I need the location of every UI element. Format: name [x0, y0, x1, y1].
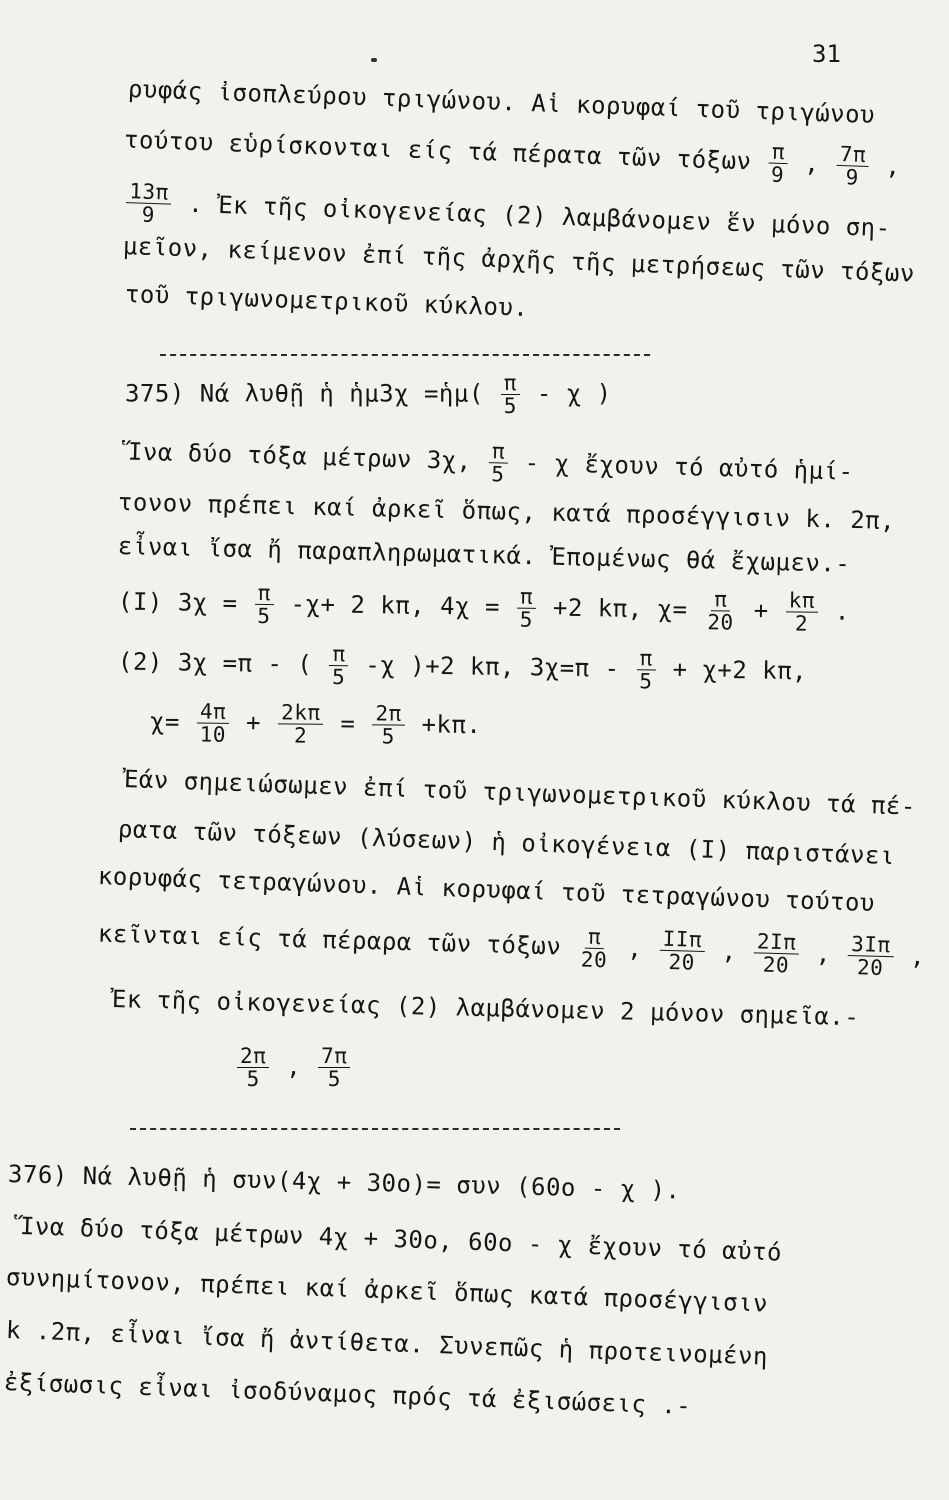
numerator: π [768, 141, 788, 165]
numerator: π [517, 586, 536, 609]
text-span: - χ ) [536, 379, 612, 408]
text-span: (I) 3χ = [117, 587, 238, 618]
denominator: 9 [141, 202, 156, 228]
equation-line [150, 700, 482, 749]
denominator: 20 [762, 952, 790, 978]
text-line: τοῦ τριγωνομετρικοῦ κύκλου. [124, 280, 529, 323]
text-line: Ἐάν σημειώσωμεν ἐπί τοῦ τριγωνομετρικοῦ κύκλου τά πέ- [123, 765, 917, 821]
text-span: -χ+ 2 kπ, 4χ = [290, 589, 501, 621]
text-line: μεῖον, κείμενον ἐπί τῆς ἀρχῆς τῆς μετρήσεως τῶν τόξων [122, 232, 916, 288]
text-span: . Ἐκ τῆς οἰκογενείας (2) λαμβάνομεν ἕν μόνο ση- [187, 189, 892, 243]
fraction [488, 440, 508, 486]
fraction [254, 582, 274, 627]
text-line [97, 912, 925, 980]
text-line: συνημίτονον, πρέπει καί ἀρκεῖ ὅπως κατά προσέγγισιν [5, 1263, 769, 1318]
problem-heading [125, 372, 612, 417]
numerator: π [329, 643, 348, 666]
comma: , [721, 936, 738, 966]
section-divider [130, 1128, 620, 1130]
numerator: 13π [126, 180, 172, 205]
fraction [197, 700, 230, 745]
text-span: (2) 3χ =π - ( [117, 647, 313, 679]
text-span: +2 kπ, χ= [552, 593, 688, 624]
fraction [768, 141, 789, 187]
text-span: . [834, 597, 851, 626]
fraction [372, 702, 405, 747]
text-line: τονον πρέπει καί ἀρκεῖ ὅπως, κατά προσέγγισιν k. 2π, [117, 488, 896, 535]
numerator: 2kπ [278, 701, 324, 725]
equation-line [118, 640, 808, 695]
problem-heading: 376) Νά λυθῇ ἡ συν(4χ + 30ο)= συν (60ο - χ ). [7, 1160, 681, 1205]
fraction [836, 143, 870, 189]
fraction [501, 372, 520, 417]
numerator: 2Iπ [754, 930, 800, 954]
fraction [329, 643, 349, 688]
text-span: τούτου εὑρίσκονται είς τά πέρατα τῶν τόξων [123, 125, 753, 176]
fraction [578, 925, 612, 971]
numerator: π [585, 926, 605, 950]
ink-speck [371, 58, 377, 62]
denominator: 9 [770, 162, 785, 188]
fraction [704, 588, 737, 634]
numerator: 3Iπ [848, 933, 894, 957]
denominator: 2 [293, 723, 308, 748]
denominator: 5 [327, 1067, 341, 1092]
denominator: 5 [381, 724, 396, 749]
text-line: ρυφάς ἰσοπλεύρου τριγώνου. Αἱ κορυφαί τοῦ τριγώνου [127, 75, 876, 130]
numerator: π [636, 647, 655, 670]
text-span: -χ )+2 kπ, 3χ=π - [365, 651, 620, 683]
text-line: k .2π, εἶναι ἴσα ἤ ἀντίθετα. Συνεπῶς ἡ προτεινομένη [5, 1316, 769, 1371]
equation-line [118, 580, 850, 635]
section-divider [160, 354, 650, 356]
comma: , [804, 149, 820, 178]
text-line: κορυφάς τετραγώνου. Αἱ κορυφαί τοῦ τετραγώνου τούτου [97, 862, 876, 918]
text-span: +kπ. [421, 710, 482, 740]
numerator: 7π [836, 143, 869, 167]
denominator: 5 [490, 462, 505, 487]
numerator: IIπ [659, 928, 705, 952]
fraction [318, 1045, 350, 1090]
numerator: 2π [372, 702, 405, 725]
numerator: 7π [318, 1045, 350, 1068]
text-span: = [340, 709, 356, 738]
text-line: ἐξίσωσις εἶναι ἰσοδύναμος πρός τά ἐξισώσεις .- [3, 1368, 692, 1420]
denominator: 20 [580, 947, 608, 973]
text-line: ρατα τῶν τόξεων (λύσεων) ἡ οἰκογένεια (I) παριστάνει [117, 815, 896, 871]
denominator: 5 [257, 603, 271, 629]
comma: , [627, 934, 643, 963]
text-span: κεῖνται είς τά πέραρα τῶν τόξων [97, 919, 562, 961]
fraction [847, 933, 894, 979]
numerator: π [711, 588, 730, 611]
denominator: 20 [707, 610, 734, 635]
equation-line [235, 1045, 352, 1090]
text-span: , [286, 1052, 302, 1081]
text-line [127, 430, 854, 495]
comma: , [815, 939, 832, 969]
fraction [785, 589, 818, 635]
text-span: χ= [149, 707, 181, 736]
denominator: 5 [519, 607, 534, 632]
fraction [636, 647, 656, 692]
text-line: Ἐκ τῆς οἰκογενείας (2) λαμβάνομεν 2 μόνον σημεῖα.- [111, 985, 860, 1032]
text-span: + [245, 708, 262, 737]
text-span: + χ+2 kπ, [672, 655, 808, 686]
text-span: Ἵνα δύο τόξα μέτρων 3χ, [127, 437, 473, 476]
denominator: 2 [794, 611, 809, 636]
denominator: 5 [246, 1067, 260, 1092]
numerator: kπ [786, 589, 819, 612]
text-span: - χ ἔχουν τό αὐτό ἡμί- [524, 448, 854, 486]
denominator: 20 [668, 949, 696, 975]
denominator: 5 [503, 394, 517, 419]
numerator: π [489, 440, 509, 464]
denominator: 20 [856, 955, 884, 980]
fraction [659, 928, 706, 974]
text-span: + [753, 596, 769, 625]
text-line [123, 118, 901, 190]
fraction [517, 586, 537, 631]
text-line: εἶναι ἴσα ἤ παραπληρωματικά. Ἐπομένως θά ἔχωμεν.- [117, 532, 851, 578]
numerator: 2π [237, 1045, 269, 1068]
comma: , [885, 152, 902, 181]
denominator: 9 [845, 165, 860, 190]
fraction [278, 701, 324, 747]
page-number: 31 [812, 40, 841, 68]
comma: , [909, 942, 926, 971]
fraction [237, 1045, 269, 1090]
numerator: 4π [197, 700, 230, 723]
fraction [753, 930, 800, 976]
denominator: 5 [639, 669, 653, 694]
denominator: 10 [199, 722, 227, 747]
text-span: 375) Νά λυθῇ ἡ ἡμ3χ =ἡμ( [125, 379, 484, 408]
numerator: π [501, 372, 520, 395]
fraction [125, 180, 172, 227]
denominator: 5 [331, 665, 346, 690]
numerator: π [255, 582, 274, 605]
text-line: Ἵνα δύο τόξα μέτρων 4χ + 30ο, 60ο - χ ἔχουν τό αὐτό [19, 1212, 783, 1267]
